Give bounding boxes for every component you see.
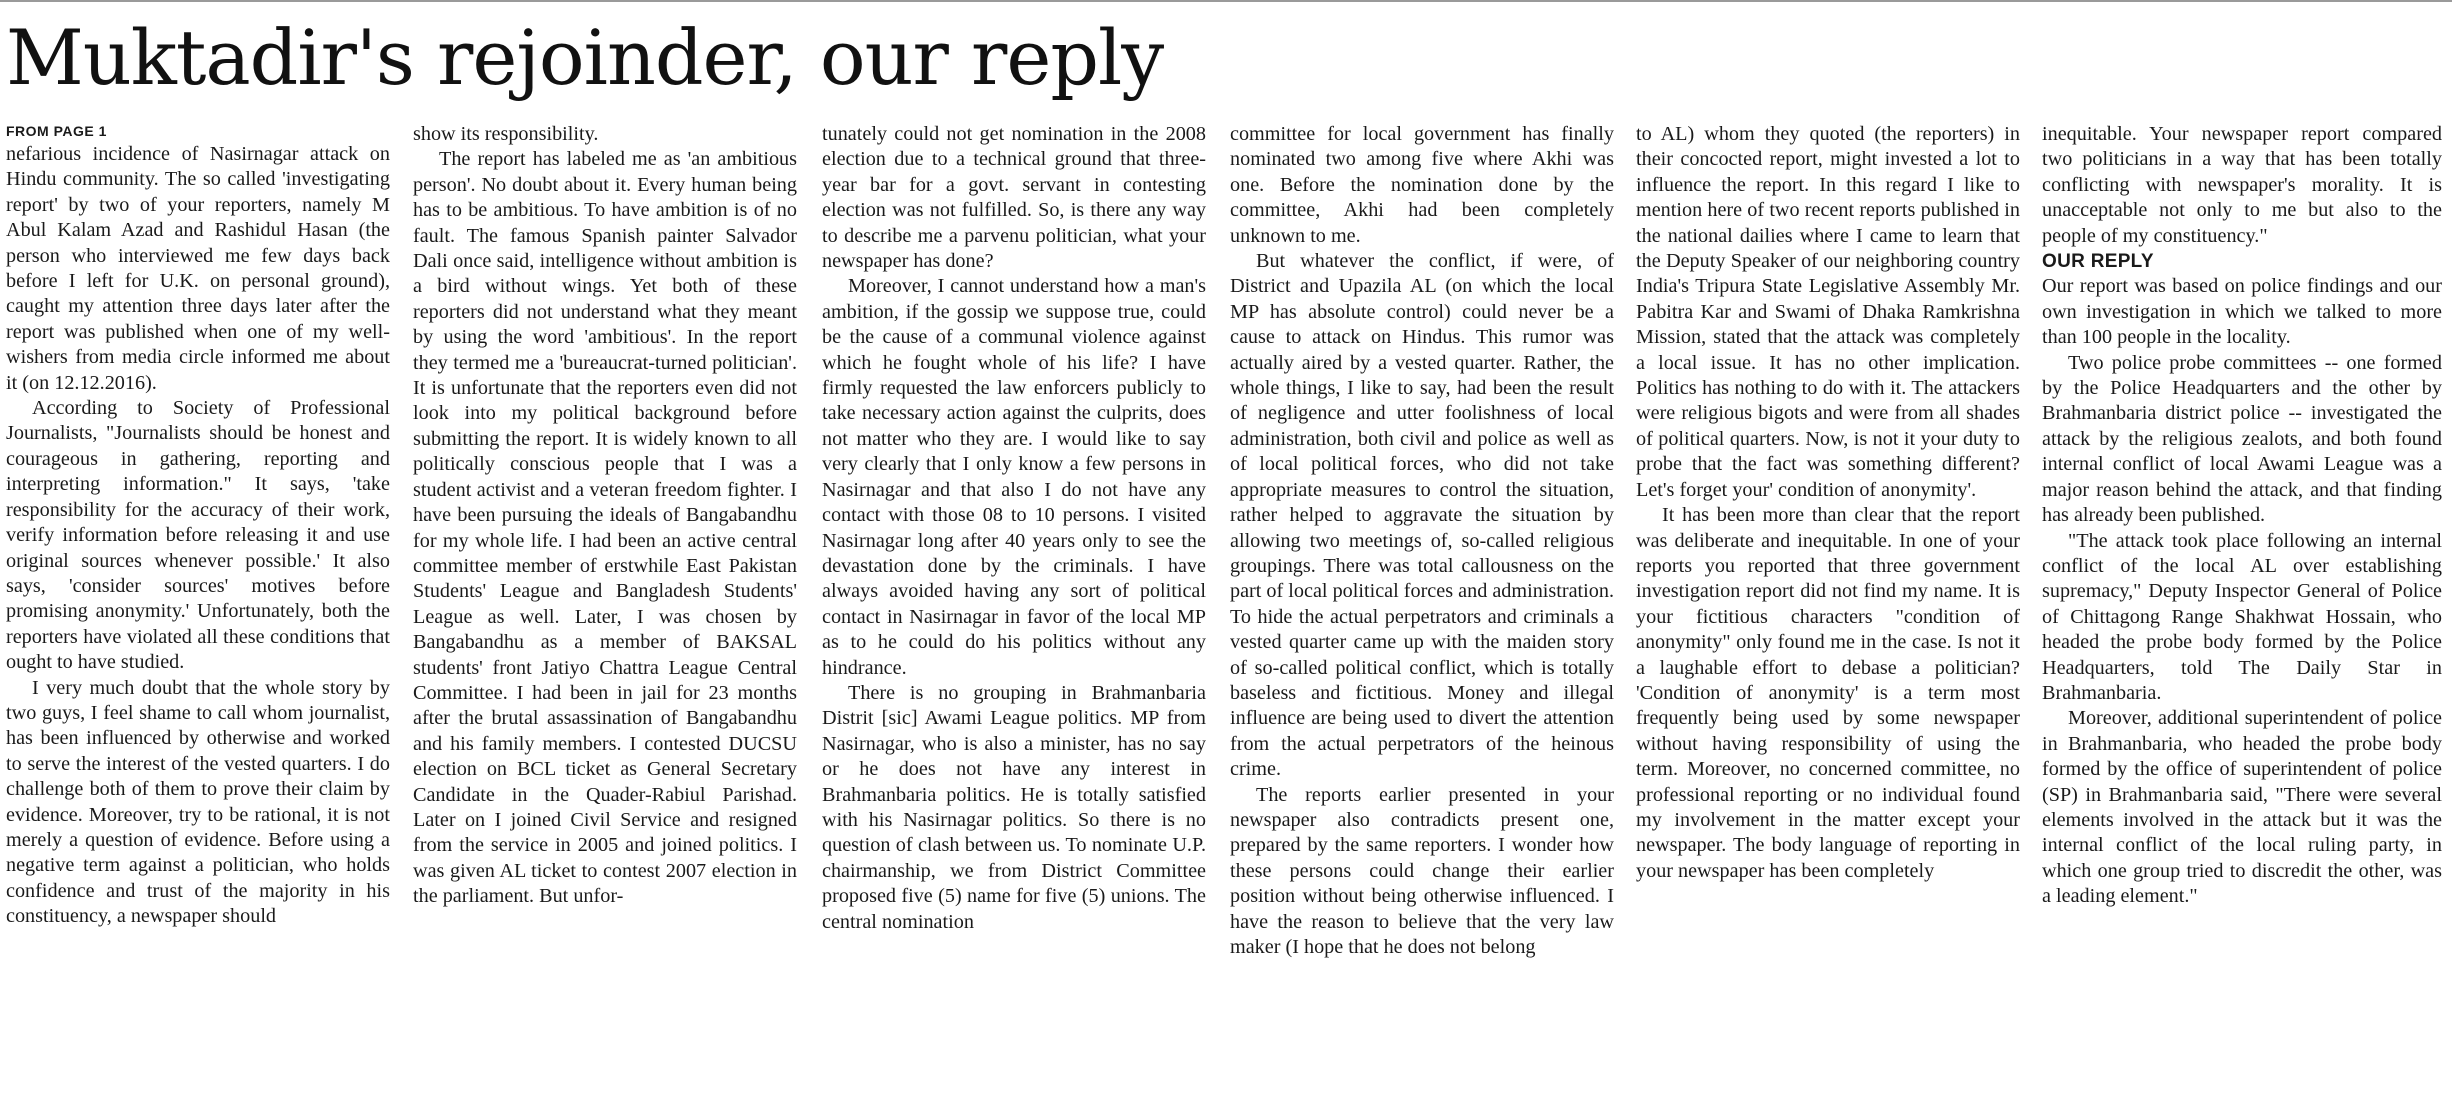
- article-column-5: [1636, 122, 2020, 1102]
- paragraph: "The attack took place following an internal conflict of the local AL over establishing supremacy," Deputy Inspector General of Police of Chittagong Range Shakhwat Hossain, who headed the probe body formed by the Police Headquarters, told The Daily Star in Brahmanbaria.: [2042, 529, 2442, 704]
- our-reply-subhead: OUR REPLY: [2042, 251, 2154, 273]
- article-column-3: [822, 122, 1206, 1102]
- paragraph: Two police probe committees -- one formed by the Police Headquarters and the other by Brahmanbaria district police -- investigated the attack by the religious zealots, and both found internal conflict of local Awami League was a major reason behind the attack, and that finding has already been published.: [2042, 351, 2442, 527]
- paragraph: Moreover, I cannot understand how a man's ambition, if the gossip we suppose true, could be the cause of a communal violence against which he fought whole of his life? I have firmly requested the law enforcers publicly to take necessary action against the culprits, does not matter who they are. I would like to say very clearly that I only know a few persons in Nasirnagar and that also I do not have any contact with those 08 to 10 persons. I visited Nasirnagar long after 40 years only to see the devastation done by the criminals. I have always avoided having any sort of political contact in Nasirnagar in favor of the local MP as to he could do his politics without any hindrance.: [822, 275, 1206, 679]
- article-column-1: [6, 122, 390, 1102]
- article-column-6: [2042, 122, 2442, 1102]
- paragraph: Moreover, additional superintendent of police in Brahmanbaria, who headed the probe body formed by the office of superintendent of police (SP) in Brahmanbaria said, "There were several elements involved in the attack but it was the internal conflict of the local ruling party, in which one group tried to discredit the other, was a leading element.": [2042, 707, 2442, 908]
- paragraph: inequitable. Your newspaper report compared two politicians in a way that has been totally conflicting with newspaper's morality. It is unacceptable not only to me but also to the people of my constituency.": [2042, 123, 2442, 247]
- paragraph: show its responsibility.: [413, 123, 599, 145]
- paragraph: Our report was based on police findings and our own investigation in which we talked to more than 100 people in the locality.: [2042, 275, 2442, 349]
- continuation-kicker: FROM PAGE 1: [6, 123, 107, 139]
- top-rule: [0, 0, 2452, 2]
- paragraph: to AL) whom they quoted (the reporters) in their concocted report, might invested a lot to influence the report. In this regard I like to mention here of two recent reports published in the national dailies where I came to learn that the Deputy Speaker of our neighboring country India's Tripura State Legislative Assembly Mr. Pabitra Kar and Swami of Dhaka Ramkrishna Mission, stated that the attack was completely a local issue. It has no other implication. Politics has nothing to do with it. The attackers were religious bigots and were from all shades of political quarters. Now, is not it your duty to probe that the fact was something different? Let's forget your' condition of anonymity'.: [1636, 123, 2020, 501]
- paragraph: The report has labeled me as 'an ambitious person'. No doubt about it. Every human being has to be ambitious. To have ambition is of no fault. The famous Spanish painter Salvador Dali once said, intelligence without ambition is a bird without wings. Yet both of these reporters did not understand what they meant by using the word 'ambitious'. In the report they termed me a 'bureaucrat-turned politician'. It is unfortunate that the reporters even did not look into my political background before submitting the report. It is widely known to all politically conscious people that I was a student activist and a veteran freedom fighter. I have been pursuing the ideals of Bangabandhu for my whole life. I had been an active central committee member of erstwhile East Pakistan Students' League and Bangladesh Students' League as well. Later, I was chosen by Bangabandhu as a member of BAKSAL students' front Jatiyo Chattra League Central Committee. I had been in jail for 23 months after the brutal assassination of Bangabandhu and his family members. I contested DUCSU election on BCL ticket as General Secretary Candidate in the Quader-Rabiul Parishad. Later on I joined Civil Service and resigned from the service in 2005 and joined politics. I was given AL ticket to contest 2007 election in the parliament. But unfor-: [413, 148, 797, 908]
- paragraph: According to Society of Professional Journalists, "Journalists should be honest and courageous in gathering, reporting and interpreting information." It says, 'take responsibility for the accuracy of their work, verify information before releasing it and use original sources whenever possible.' It also says, 'consider sources' motives before promising anonymity.' Unfortunately, both the reporters have violated all these conditions that ought to have studied.: [6, 397, 390, 674]
- paragraph: There is no grouping in Brahmanbaria Distrit [sic] Awami League politics. MP from Nasirnagar, who is also a minister, has no say or he does not have any interest in Brahmanbaria politics. He is totally satisfied with his Nasirnagar politics. So there is no question of clash between us. To nominate U.P. chairmanship, we from District Committee proposed five (5) name for five (5) unions. The central nomination: [822, 681, 1206, 933]
- paragraph: tunately could not get nomination in the 2008 election due to a technical ground that three-year bar for a govt. servant in contesting election was not fulfilled. So, is there any way to describe me a parvenu politician, what your newspaper has done?: [822, 123, 1206, 273]
- paragraph: I very much doubt that the whole story by two guys, I feel shame to call whom journalist, has been influenced by otherwise and worked to serve the interest of the vested quarters. I do challenge both of them to prove their claim by evidence. Moreover, try to be rational, it is not merely a question of evidence. Before using a negative term against a politician, who holds confidence and trust of the majority in his constituency, a newspaper should: [6, 676, 390, 928]
- paragraph: nefarious incidence of Nasirnagar attack on Hindu community. The so called 'investigating report' by two of your reporters, namely M Abul Kalam Azad and Rashidul Hasan (the person who interviewed me few days back before I left for U.K. on personal ground), caught my attention three days later after the report was published when one of my well-wishers from media circle informed me about it (on 12.12.2016).: [6, 143, 390, 394]
- paragraph: committee for local government has finally nominated two among five where Akhi was one. Before the nomination done by the committee, Akhi had been completely unknown to me.: [1230, 123, 1614, 247]
- article-column-4: [1230, 122, 1614, 1102]
- paragraph: But whatever the conflict, if were, of District and Upazila AL (on which the local MP has absolute control) could never be a cause to attack on Hindus. This rumor was actually aired by a vested quarter. Rather, the whole things, I like to say, had been the result of negligence and utter foolishness of local administration, both civil and police as well as of local political forces, who did not take appropriate measures to control the situation, rather helped to aggravate the situation by allowing two meetings of, so-called religious groupings. There was total callousness on the part of local political forces and administration. To hide the actual perpetrators and criminals a vested quarter came up with the maiden story of so-called political conflict, which is totally baseless and fictitious. Money and illegal influence are being used to divert the attention from the actual perpetrators of the heinous crime.: [1230, 250, 1614, 781]
- paragraph: The reports earlier presented in your newspaper also contradicts present one, prepared by the same reporters. I wonder how these persons could change their earlier position without being otherwise influenced. I have the reason to believe that the very law maker (I hope that he does not belong: [1230, 783, 1614, 958]
- article-column-2: [413, 122, 797, 1102]
- paragraph: It has been more than clear that the report was deliberate and inequitable. In one of your reports you reported that three government investigation report did not find my name. It is your fictitious characters "condition of anonymity" only found me in the case. Is not it a laughable effort to debase a politician? 'Condition of anonymity' is a term most frequently being used by some newspaper without having responsibility of using the term. Moreover, no concerned committee, no professional reporting or no individual found my involvement in the matter except your newspaper. The body language of reporting in your newspaper has been completely: [1636, 504, 2020, 882]
- article-body: [6, 122, 2446, 1102]
- article-headline: Muktadir's rejoinder, our reply: [6, 13, 1164, 102]
